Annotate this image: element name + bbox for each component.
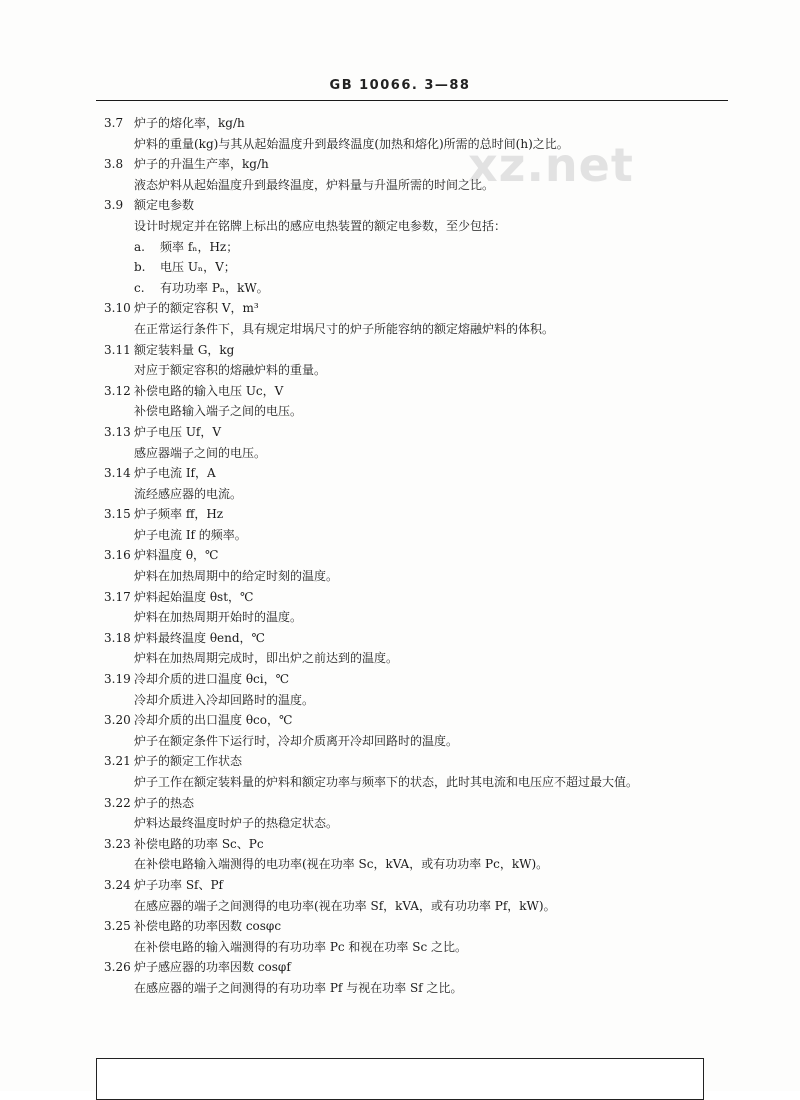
definition-text: 感应器端子之间的电压。 [134,445,267,460]
clause-title: 炉子的额定容积 V，m³ [134,301,259,316]
definition-text: 炉料在加热周期完成时，即出炉之前达到的温度。 [134,651,399,666]
clause-number: 3.24 [104,877,131,892]
clause-title: 炉子频率 ff，Hz [134,507,224,522]
clause-number: 3.25 [104,919,131,934]
definition-text: 液态炉料从起始温度升到最终温度，炉料量与升温所需的时间之比。 [134,177,495,192]
clause-title: 炉料起始温度 θst，℃ [134,589,254,604]
clause-title: 炉子的熔化率，kg/h [134,116,245,130]
clause-number: 3.11 [104,342,131,357]
definition-text: 在正常运行条件下，具有规定坩埚尺寸的炉子所能容纳的额定熔融炉料的体积。 [134,321,555,336]
clause-title: 炉子感应器的功率因数 cosφf [134,960,291,975]
definition-text: 炉子电流 If 的频率。 [134,527,247,542]
definition-text: 炉料达最终温度时炉子的热稳定状态。 [134,816,339,831]
definition-text: 在补偿电路的输入端测得的有功功率 Pc 和视在功率 Sc 之比。 [134,939,467,954]
clause-title: 炉子电压 Uf，V [134,424,222,439]
clause-title: 炉子的额定工作状态 [134,754,243,769]
clause-title: 炉子的热态 [134,795,195,810]
definition-text: 炉料在加热周期中的给定时刻的温度。 [134,569,339,584]
definition-text: 炉料的重量(kg)与其从起始温度升到最终温度(加热和熔化)所需的总时间(h)之比。 [134,136,569,151]
page-header: GB 10066. 3—88 [329,78,471,93]
clause-number: 3.16 [104,548,131,563]
list-item-text: 电压 Uₙ，V； [160,260,236,275]
clause-number: 3.12 [104,383,131,398]
definition-heading [0,793,800,814]
definition-heading [0,628,800,649]
header-divider [96,100,728,101]
definition-text: 对应于额定容积的熔融炉料的重量。 [134,363,327,378]
definition-heading [0,195,800,216]
clause-number: 3.10 [104,301,131,316]
definition-heading [0,587,800,608]
clause-number: 3.15 [104,507,131,522]
list-item [0,257,800,278]
clause-title: 额定装料量 G，kg [134,342,235,357]
definitions-list [0,113,800,999]
list-item [0,237,800,258]
clause-title: 补偿电路的功率因数 cosφc [134,919,282,934]
definition-text: 在补偿电路输入端测得的电功率(视在功率 Sc，kVA，或有功功率 Pc，kW)。 [134,857,549,872]
clause-title: 炉子电流 If，A [134,466,216,481]
clause-title: 额定电参数 [134,198,195,213]
definition-text: 流经感应器的电流。 [134,486,243,501]
list-item-label: a. [134,239,145,254]
clause-number: 3.8 [104,157,124,172]
definition-text: 设计时规定并在铭牌上标出的感应电热装置的额定电参数，至少包括： [134,218,507,233]
definition-heading [0,298,800,319]
definition-heading [0,340,800,361]
clause-number: 3.17 [104,589,131,604]
clause-number: 3.22 [104,795,131,810]
clause-number: 3.13 [104,424,131,439]
definition-heading [0,916,800,937]
clause-title: 冷却介质的进口温度 θci，℃ [134,672,290,687]
definition-text: 补偿电路输入端子之间的电压。 [134,404,303,419]
clause-title: 冷却介质的出口温度 θco，℃ [134,713,293,728]
definition-text: 在感应器的端子之间测得的有功功率 Pf 与视在功率 Sf 之比。 [134,980,463,995]
clause-number: 3.26 [104,960,131,975]
list-item-label: b. [134,260,146,275]
definition-text: 在感应器的端子之间测得的电功率(视在功率 Sf，kVA，或有功功率 Pf，kW)。 [134,898,556,913]
clause-title: 炉子功率 Sf、Pf [134,877,223,892]
clause-number: 3.14 [104,466,131,481]
definition-text: 炉子在额定条件下运行时，冷却介质离开冷却回路时的温度。 [134,733,459,748]
clause-number: 3.21 [104,754,131,769]
definition-text: 炉料在加热周期开始时的温度。 [134,610,303,625]
definition-heading [0,422,800,443]
definition-text: 冷却介质进入冷却回路时的温度。 [134,692,315,707]
definition-heading [0,154,800,175]
clause-title: 炉料温度 θ，℃ [134,548,219,563]
clause-number: 3.19 [104,672,131,687]
definition-heading [0,381,800,402]
clause-title: 补偿电路的功率 Sc、Pc [134,836,264,851]
definition-heading [0,113,800,134]
clause-title: 炉料最终温度 θend，℃ [134,630,265,645]
watermark: xz.net [468,138,634,192]
definition-heading [0,545,800,566]
list-item-text: 频率 fₙ，Hz； [160,239,239,254]
definition-heading [0,751,800,772]
clause-title: 炉子的升温生产率，kg/h [134,157,269,172]
clause-number: 3.23 [104,836,131,851]
definition-text: 炉子工作在额定装料量的炉料和额定功率与频率下的状态，此时其电流和电压应不超过最大值。 [134,775,639,789]
list-item-label: c. [134,280,145,295]
definition-heading [0,834,800,855]
definition-heading [0,710,800,731]
list-item [0,278,800,299]
definition-heading [0,669,800,690]
clause-number: 3.20 [104,713,131,728]
clause-title: 补偿电路的输入电压 Uc，V [134,383,284,398]
footer-frame [96,1058,704,1100]
clause-number: 3.18 [104,630,131,645]
clause-number: 3.7 [104,116,124,130]
definition-heading [0,875,800,896]
clause-number: 3.9 [104,198,124,213]
definition-heading [0,957,800,978]
definition-heading [0,463,800,484]
definition-heading [0,504,800,525]
list-item-text: 有功功率 Pₙ，kW。 [160,280,269,295]
